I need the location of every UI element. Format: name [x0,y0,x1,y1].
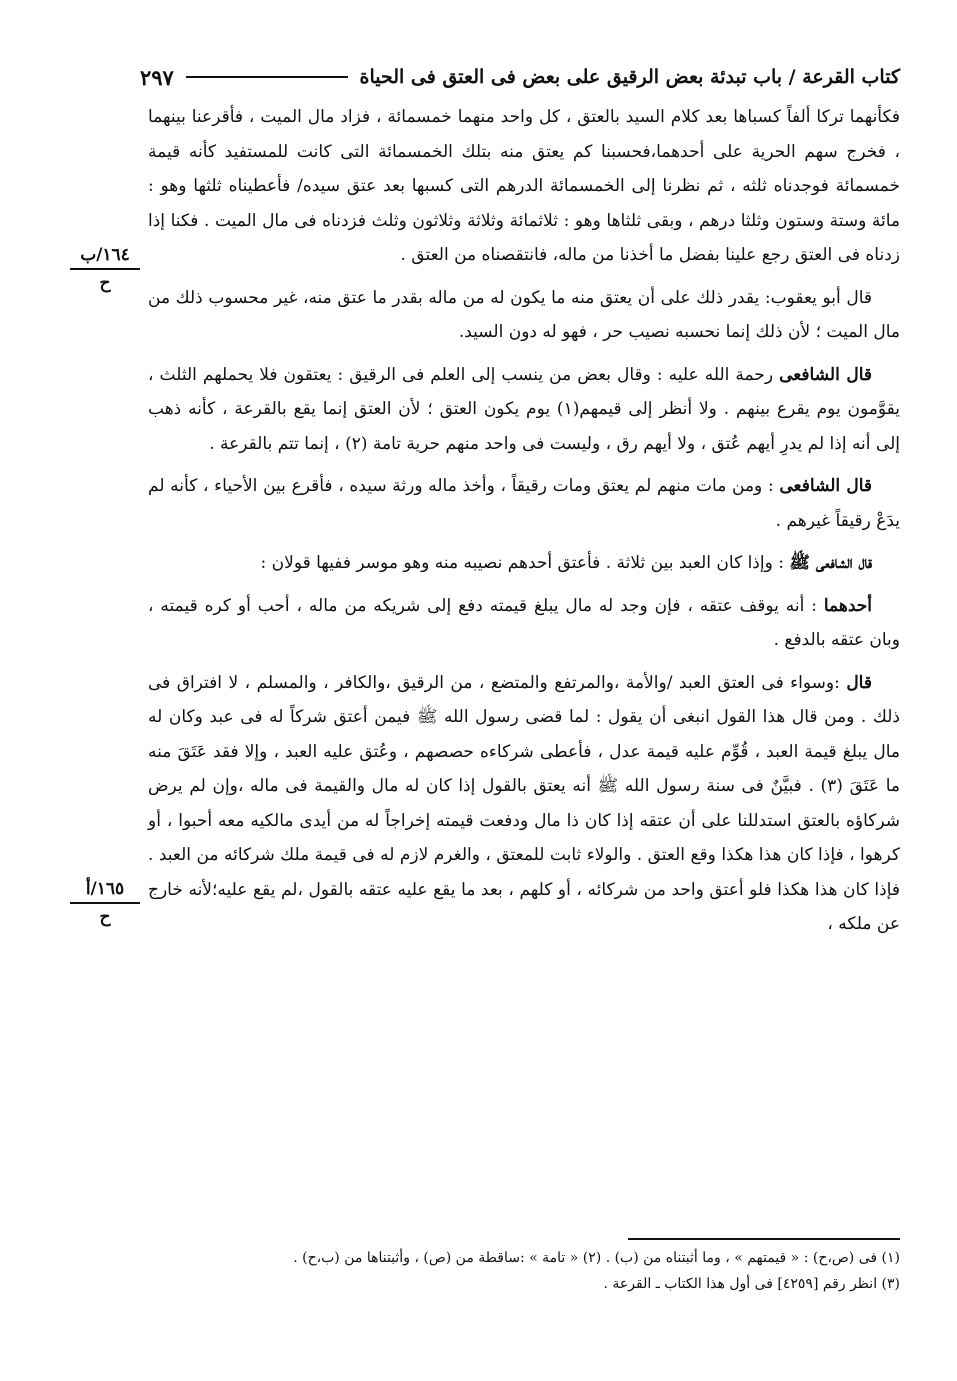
paragraph-speaker: قال الشافعى ﷺ [789,553,872,573]
paragraph [148,100,900,273]
paragraph [148,589,900,658]
paragraph-text: :وسواء فى العتق العبد /والأمة ،والمرتفع والمتضع ، من الرقيق ،والكافر ، والمسلم ، لا افتراق فى ذلك . ومن قال هذا القول انبغى أن يقول : لما قضى رسول الله ﷺ فيمن أعتق شركاً له فى عبد وكان له مال يبلغ قيمة العبد ، قُوِّم عليه قيمة عدل ، فأعطى شركاءه حصصهم ، وعُتق عليه العبد ، وإلا فقد عَتَقَ منه ما عَتَقَ (٣) . فبيَّنٌ فى سنة رسول الله ﷺ أنه يعتق بالقول إذا كان له مال والقيمة فى ماله ،وإن لم يرض شركاؤه بالعتق استدللنا على أن عتقه إذا كان ذا مال ودفعت قيمته إخراجاً له من أيدى مالكيه معه أحبوا ، أو كرهوا ، فإذا كان هذا هكذا وقع العتق . والولاء ثابت للمعتق ، والغرم لازم له فى قيمة ملك شركائه من العبد . فإذا كان هذا هكذا فلو أعتق واحد من شركائه ، أو كلهم ، بعد ما يقع عليه عتقه بالقول ،لم يقع عليه؛لأنه خارج عن ملكه ، [148,672,900,934]
paragraph-speaker: قال الشافعى [779,476,872,496]
running-title: كتاب القرعة / باب تبدئة بعض الرقيق على بعض فى العتق فى الحياة [359,66,900,88]
paragraph [148,358,900,462]
margin-folio-ref [70,244,140,294]
paragraph [148,666,900,942]
paragraph-text: رحمة الله عليه : وقال بعض من ينسب إلى العلم فى الرقيق : يعتقون فلا يحملهم الثلث ، يقوَّمون يوم يقرع بينهم . ولا أنظر إلى قيمهم(١) يوم يكون العتق ؛ لأن العتق إنما يقع بالقرعة ، كأنه ذهب إلى أنه إذا لم يدرِ أيهم عُتق ، ولا أيهم رق ، وليست فى واحد منهم حرية تامة (٢) ، إنما تتم بالقرعة . [148,364,900,454]
header-rule [186,76,348,78]
paragraph [148,469,900,538]
page-header [140,60,900,94]
main-text [148,100,900,950]
manuscript-siglum: ح [99,273,111,293]
paragraph-text: قال أبو يعقوب: يقدر ذلك على أن يعتق منه ما يكون له من ماله بقدر ما عتق منه، غير محسوب ذلك من مال الميت ؛ لأن ذلك إنما نحسبه نصيب حر ، فهو له دون السيد. [148,287,900,342]
paragraph-speaker: أحدهما [823,595,873,616]
footnote: (١) فى (ص،ح) : « قيمتهم » ، وما أثبتناه من (ب) . (٢) « تامة » :ساقطة من (ص) ، وأثبتناها من (ب،ح) . [293,1250,900,1266]
paragraph [148,546,900,581]
paragraph-speaker: قال الشافعى [779,364,873,385]
paragraph-text: فكأنهما تركا ألفاً كسباها بعد كلام السيد بالعتق ، كل واحد منهما خمسمائة ، فزاد مال الميت ، فأقرعنا بينهما ، فخرج سهم الحرية على أحدهما،فحسبنا كم يعتق منه بتلك الخمسمائة التى كانت للمستفيد كأنه قيمة خمسمائة فوجدناه ثلثه ، ثم نظرنا إلى الخمسمائة الدرهم التى كسبها بعد عتق سيده/ فأعطيناه ثلثها وهو : مائة وستة وستون وثلثا درهم ، وبقى ثلثاها وهو : ثلاثمائة وثلاثة وثلاثون وثلث فزدناه فى مال الميت . فكنا إذا زدناه فى العتق رجع علينا بفضل ما أخذنا من ماله، فانتقصناه من العتق . [148,107,900,265]
footnote-separator [628,1238,900,1240]
footnote: (٣) انظر رقم [٤٢٥٩] فى أول هذا الكتاب ـ القرعة . [603,1276,900,1292]
paragraph-text: : أنه يوقف عتقه ، فإن وجد له مال يبلغ قيمته دفع إلى شريكه من ماله ، أحب أو كره قيمته ، وبان عتقه بالدفع . [148,595,900,650]
margin-folio-ref [70,878,140,928]
page-number: ٢٩٧ [140,64,174,90]
footnotes [148,1245,900,1297]
folio-number: ١٦٤/ب [70,244,140,270]
folio-number: ١٦٥/أ [70,878,140,904]
paragraph [148,281,900,350]
manuscript-siglum: ح [99,907,111,927]
paragraph-text: : وإذا كان العبد بين ثلاثة . فأعتق أحدهم نصيبه منه وهو موسر ففيها قولان : [260,553,784,573]
paragraph-text: : ومن مات منهم لم يعتق ومات رقيقاً ، وأخذ ماله ورثة سيده ، فأقرع بين الأحياء ، كأنه لم يدَعْ رقيقاً غيرهم . [148,476,900,531]
paragraph-speaker: قال [846,672,872,693]
